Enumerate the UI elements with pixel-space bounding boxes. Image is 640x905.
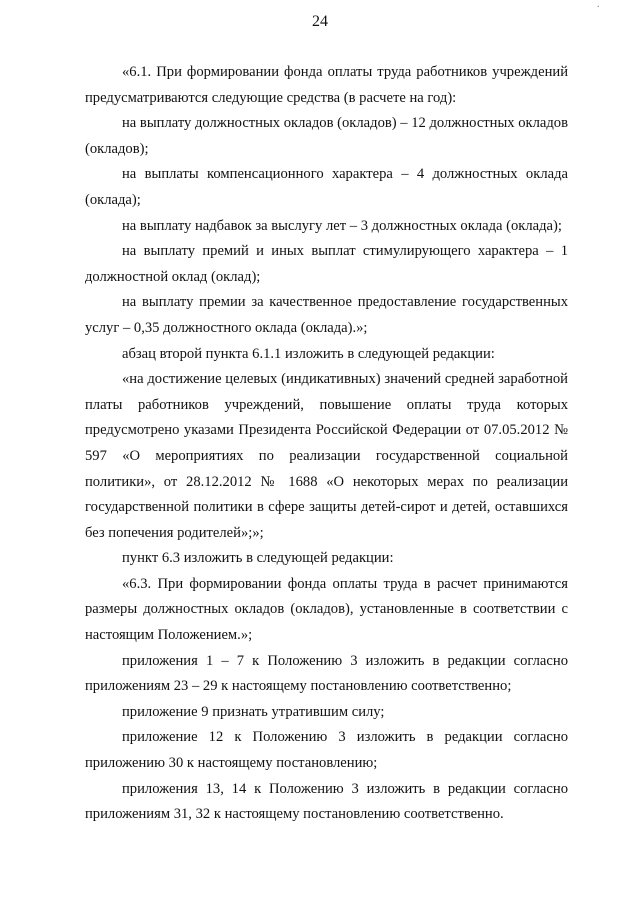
paragraph-appendix-9: приложение 9 признать утратившим силу; (122, 703, 385, 720)
page-number: 24 (312, 13, 328, 30)
paragraph-appendix-12: приложение 12 к Положению 3 изложить в редакции согласно приложению 30 к настоящему постановлению; (85, 729, 568, 772)
paragraph-appendices-1-7: приложения 1 – 7 к Положению 3 изложить в редакции согласно приложениям 23 – 29 к настоящему постановлению соответственно; (85, 652, 568, 695)
document-body (85, 60, 568, 828)
paragraph-appendices-13-14: приложения 13, 14 к Положению 3 изложить в редакции согласно приложениям 31, 32 к настоящему постановлению соответственно. (85, 780, 568, 823)
paragraph-6-1-1-text: «на достижение целевых (индикативных) значений средней заработной платы работников учреждений, повышение оплаты труда которых предусмотрено указами Президента Российской Федерации от 07.05.2012 № 597 «О мероприятиях по реализации государственной социальной политики», от 28.12.2012 № 1688 «О некоторых мерах по реализации государственной политики в сфере защиты детей-сирот и детей, оставшихся без попечения родителей»;»; (85, 371, 568, 541)
paragraph-quality-bonus: на выплату премии за качественное предоставление государственных услуг – 0,35 должностного оклада (оклада).»; (85, 294, 568, 336)
paragraph-6-1-1-instruction: абзац второй пункта 6.1.1 изложить в следующей редакции: (122, 345, 495, 362)
paragraph-seniority: на выплату надбавок за выслугу лет – 3 должностных оклада (оклада); (122, 217, 562, 234)
paragraph-6-1-intro: «6.1. При формировании фонда оплаты труда работников учреждений предусматриваются следующие средства (в расчете на год): (85, 64, 568, 106)
scan-mark: · (596, 2, 600, 13)
paragraph-6-3-instruction: пункт 6.3 изложить в следующей редакции: (122, 550, 394, 567)
paragraph-bonuses: на выплату премий и иных выплат стимулирующего характера – 1 должностной оклад (оклад); (85, 243, 568, 285)
paragraph-6-3-text: «6.3. При формировании фонда оплаты труда в расчет принимаются размеры должностных окладов (окладов), установленные в соответствии с настоящим Положением.»; (85, 575, 568, 644)
paragraph-compensation: на выплаты компенсационного характера – 4 должностных оклада (оклада); (85, 166, 568, 208)
paragraph-salaries: на выплату должностных окладов (окладов) – 12 должностных окладов (окладов); (85, 115, 568, 157)
